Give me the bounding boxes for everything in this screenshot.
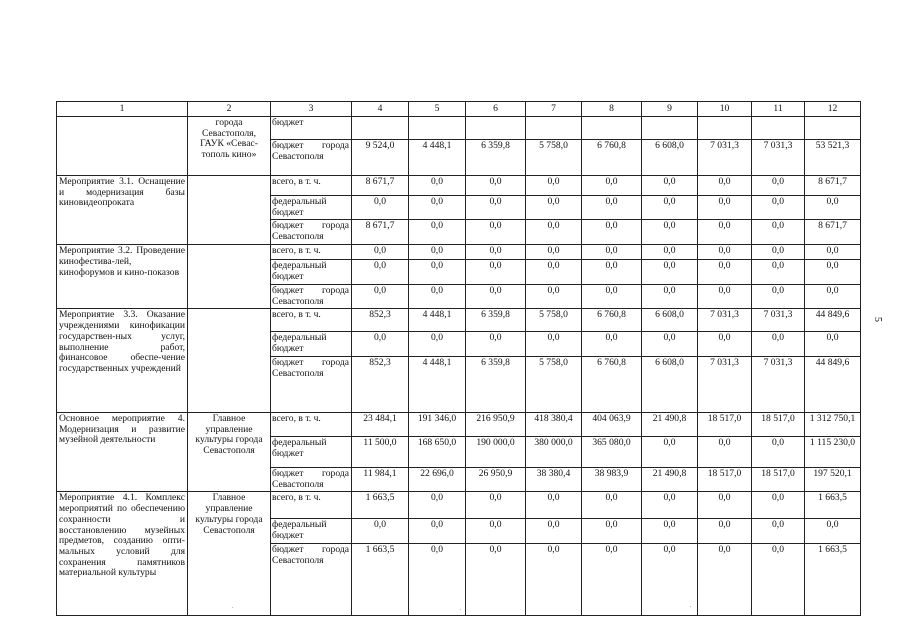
amount-cell: 4 448,1: [409, 309, 466, 332]
column-header: 10: [698, 102, 752, 117]
amount-cell: 0,0: [409, 543, 466, 615]
funding-source-cell: федеральный бюджет: [271, 260, 352, 284]
amount-cell: [409, 117, 466, 140]
amount-cell: 0,0: [526, 519, 582, 543]
amount-cell: 0,0: [582, 332, 642, 356]
amount-cell: 0,0: [698, 245, 752, 260]
amount-cell: 0,0: [805, 284, 861, 308]
amount-cell: 0,0: [752, 260, 805, 284]
amount-cell: 7 031,3: [698, 356, 752, 412]
amount-cell: 0,0: [409, 284, 466, 308]
amount-cell: 22 696,0: [409, 467, 466, 491]
amount-cell: 0,0: [582, 220, 642, 245]
amount-cell: 0,0: [698, 284, 752, 308]
amount-cell: 0,0: [642, 519, 698, 543]
amount-cell: 1 663,5: [352, 492, 409, 519]
amount-cell: 0,0: [352, 332, 409, 356]
amount-cell: 0,0: [752, 332, 805, 356]
amount-cell: 0,0: [752, 220, 805, 245]
amount-cell: 0,0: [582, 284, 642, 308]
amount-cell: 4 448,1: [409, 356, 466, 412]
amount-cell: 0,0: [409, 492, 466, 519]
amount-cell: 44 849,6: [805, 309, 861, 332]
amount-cell: 0,0: [526, 176, 582, 196]
amount-cell: 0,0: [698, 332, 752, 356]
amount-cell: 0,0: [352, 519, 409, 543]
amount-cell: 6 608,0: [642, 140, 698, 176]
amount-cell: 6 760,8: [582, 140, 642, 176]
amount-cell: 0,0: [582, 196, 642, 220]
amount-cell: 0,0: [466, 220, 526, 245]
amount-cell: 0,0: [752, 543, 805, 615]
funding-source-cell: всего, в т. ч.: [271, 309, 352, 332]
column-header: 7: [526, 102, 582, 117]
amount-cell: 197 520,1: [805, 467, 861, 491]
amount-cell: [752, 117, 805, 140]
amount-cell: 0,0: [752, 245, 805, 260]
amount-cell: 191 346,0: [409, 412, 466, 436]
activity-name-cell: Мероприятие 3.1. Оснащение и модернизация базы киновидеопроката: [57, 176, 188, 245]
activity-name-cell: [57, 117, 188, 176]
funding-source-cell: федеральный бюджет: [271, 332, 352, 356]
amount-cell: 1 312 750,1: [805, 412, 861, 436]
column-header: 12: [805, 102, 861, 117]
funding-source-cell: бюджет города Севастополя: [271, 543, 352, 615]
funding-source-cell: федеральный бюджет: [271, 436, 352, 467]
amount-cell: 0,0: [752, 436, 805, 467]
activity-name-cell: Мероприятие 4.1. Комплекс мероприятий по обеспечению сохранности и восстановлению музейных предметов, созданию опти-мальных условий для сохранения памятников материальной культуры: [57, 492, 188, 615]
funding-source-cell: бюджет: [271, 117, 352, 140]
amount-cell: 18 517,0: [698, 467, 752, 491]
amount-cell: 11 500,0: [352, 436, 409, 467]
amount-cell: 0,0: [466, 176, 526, 196]
amount-cell: 0,0: [805, 332, 861, 356]
amount-cell: 0,0: [698, 196, 752, 220]
table-row: [57, 176, 861, 196]
amount-cell: 365 080,0: [582, 436, 642, 467]
amount-cell: 0,0: [466, 284, 526, 308]
amount-cell: 0,0: [409, 220, 466, 245]
column-header: 3: [271, 102, 352, 117]
amount-cell: 0,0: [642, 332, 698, 356]
activity-name-cell: Мероприятие 3.3. Оказание учреждениями кинофикации государствен-ных услуг, выполнение работ, финансовое обеспе-чение государственных учреждений: [57, 309, 188, 412]
column-header: 11: [752, 102, 805, 117]
amount-cell: 0,0: [698, 220, 752, 245]
amount-cell: 0,0: [582, 543, 642, 615]
amount-cell: 404 063,9: [582, 412, 642, 436]
amount-cell: 6 359,8: [466, 356, 526, 412]
funding-source-cell: бюджет города Севастополя: [271, 284, 352, 308]
amount-cell: 1 663,5: [805, 543, 861, 615]
amount-cell: 0,0: [526, 543, 582, 615]
amount-cell: [805, 117, 861, 140]
activity-name-cell: Основное мероприятие 4. Модернизация и развитие музейной деятельности: [57, 412, 188, 491]
executor-cell: Главное управление культуры города Севастополя: [188, 492, 271, 615]
amount-cell: 1 663,5: [352, 543, 409, 615]
amount-cell: 0,0: [752, 176, 805, 196]
amount-cell: 852,3: [352, 356, 409, 412]
amount-cell: 5 758,0: [526, 309, 582, 332]
amount-cell: 0,0: [752, 196, 805, 220]
amount-cell: 0,0: [752, 492, 805, 519]
amount-cell: 8 671,7: [352, 176, 409, 196]
amount-cell: 0,0: [698, 436, 752, 467]
scan-dot: [690, 606, 691, 607]
amount-cell: 0,0: [698, 492, 752, 519]
activity-name-cell: Мероприятие 3.2. Проведение кинофестива-лей, кинофорумов и кино-показов: [57, 245, 188, 309]
funding-source-cell: всего, в т. ч.: [271, 412, 352, 436]
amount-cell: 0,0: [582, 492, 642, 519]
amount-cell: 0,0: [805, 260, 861, 284]
scan-dot: [460, 609, 461, 610]
amount-cell: 0,0: [642, 176, 698, 196]
amount-cell: 0,0: [466, 492, 526, 519]
amount-cell: 0,0: [466, 196, 526, 220]
amount-cell: 0,0: [526, 284, 582, 308]
amount-cell: 0,0: [352, 260, 409, 284]
amount-cell: 6 608,0: [642, 309, 698, 332]
amount-cell: 0,0: [409, 332, 466, 356]
amount-cell: 6 359,8: [466, 140, 526, 176]
amount-cell: 6 760,8: [582, 356, 642, 412]
amount-cell: 26 950,9: [466, 467, 526, 491]
amount-cell: 53 521,3: [805, 140, 861, 176]
amount-cell: 38 380,4: [526, 467, 582, 491]
amount-cell: 6 760,8: [582, 309, 642, 332]
amount-cell: [352, 117, 409, 140]
amount-cell: 0,0: [466, 543, 526, 615]
amount-cell: 0,0: [409, 260, 466, 284]
amount-cell: 0,0: [752, 284, 805, 308]
executor-cell: Главное управление культуры города Севастополя: [188, 412, 271, 491]
amount-cell: 0,0: [526, 260, 582, 284]
amount-cell: 18 517,0: [698, 412, 752, 436]
amount-cell: 8 671,7: [352, 220, 409, 245]
amount-cell: 0,0: [642, 543, 698, 615]
amount-cell: 0,0: [805, 519, 861, 543]
executor-cell: [188, 309, 271, 412]
amount-cell: 7 031,3: [698, 309, 752, 332]
amount-cell: 38 983,9: [582, 467, 642, 491]
budget-table: [56, 101, 861, 616]
executor-cell: [188, 176, 271, 245]
amount-cell: 0,0: [352, 245, 409, 260]
amount-cell: 0,0: [526, 196, 582, 220]
amount-cell: 18 517,0: [752, 412, 805, 436]
amount-cell: 0,0: [526, 245, 582, 260]
amount-cell: 0,0: [582, 176, 642, 196]
funding-source-cell: бюджет города Севастополя: [271, 140, 352, 176]
page-number: 5: [872, 317, 883, 322]
amount-cell: 0,0: [526, 492, 582, 519]
amount-cell: 9 524,0: [352, 140, 409, 176]
amount-cell: 0,0: [526, 332, 582, 356]
amount-cell: 0,0: [409, 196, 466, 220]
executor-cell: [188, 245, 271, 309]
funding-source-cell: всего, в т. ч.: [271, 492, 352, 519]
scan-dot: [232, 607, 233, 608]
column-header: 5: [409, 102, 466, 117]
column-header: 1: [57, 102, 188, 117]
amount-cell: 0,0: [409, 245, 466, 260]
amount-cell: [526, 117, 582, 140]
amount-cell: 6 608,0: [642, 356, 698, 412]
amount-cell: 0,0: [409, 176, 466, 196]
amount-cell: 852,3: [352, 309, 409, 332]
amount-cell: 7 031,3: [752, 140, 805, 176]
table-row: [57, 309, 861, 332]
table-row: [57, 492, 861, 519]
amount-cell: [642, 117, 698, 140]
amount-cell: 23 484,1: [352, 412, 409, 436]
amount-cell: 216 950,9: [466, 412, 526, 436]
funding-source-cell: бюджет города Севастополя: [271, 220, 352, 245]
amount-cell: [582, 117, 642, 140]
amount-cell: 0,0: [698, 519, 752, 543]
amount-cell: 0,0: [466, 260, 526, 284]
amount-cell: 0,0: [466, 332, 526, 356]
funding-source-cell: всего, в т. ч.: [271, 245, 352, 260]
header-row: [57, 102, 861, 117]
amount-cell: 0,0: [752, 519, 805, 543]
executor-cell: города Севастополя, ГАУК «Севас-тополь кино»: [188, 117, 271, 176]
amount-cell: 0,0: [698, 176, 752, 196]
amount-cell: 0,0: [642, 492, 698, 519]
funding-source-cell: бюджет города Севастополя: [271, 356, 352, 412]
amount-cell: 0,0: [642, 245, 698, 260]
amount-cell: 0,0: [409, 519, 466, 543]
amount-cell: 21 490,8: [642, 412, 698, 436]
amount-cell: 11 984,1: [352, 467, 409, 491]
amount-cell: 7 031,3: [698, 140, 752, 176]
amount-cell: 0,0: [582, 260, 642, 284]
amount-cell: 0,0: [642, 284, 698, 308]
column-header: 9: [642, 102, 698, 117]
amount-cell: 0,0: [582, 245, 642, 260]
amount-cell: [698, 117, 752, 140]
amount-cell: 5 758,0: [526, 140, 582, 176]
amount-cell: 0,0: [582, 519, 642, 543]
amount-cell: 0,0: [352, 284, 409, 308]
amount-cell: 0,0: [642, 220, 698, 245]
funding-source-cell: всего, в т. ч.: [271, 176, 352, 196]
amount-cell: 168 650,0: [409, 436, 466, 467]
amount-cell: 1 663,5: [805, 492, 861, 519]
table-row: [57, 412, 861, 436]
amount-cell: 0,0: [642, 436, 698, 467]
amount-cell: 0,0: [698, 543, 752, 615]
funding-source-cell: федеральный бюджет: [271, 196, 352, 220]
amount-cell: 6 359,8: [466, 309, 526, 332]
amount-cell: 0,0: [352, 196, 409, 220]
column-header: 6: [466, 102, 526, 117]
funding-source-cell: федеральный бюджет: [271, 519, 352, 543]
amount-cell: 7 031,3: [752, 356, 805, 412]
column-header: 4: [352, 102, 409, 117]
funding-source-cell: бюджет города Севастополя: [271, 467, 352, 491]
amount-cell: 21 490,8: [642, 467, 698, 491]
amount-cell: 44 849,6: [805, 356, 861, 412]
amount-cell: 5 758,0: [526, 356, 582, 412]
amount-cell: 0,0: [698, 260, 752, 284]
amount-cell: 0,0: [642, 196, 698, 220]
amount-cell: 0,0: [526, 220, 582, 245]
amount-cell: 0,0: [642, 260, 698, 284]
amount-cell: 0,0: [805, 245, 861, 260]
amount-cell: 0,0: [466, 245, 526, 260]
amount-cell: 418 380,4: [526, 412, 582, 436]
amount-cell: 4 448,1: [409, 140, 466, 176]
amount-cell: 7 031,3: [752, 309, 805, 332]
column-header: 8: [582, 102, 642, 117]
amount-cell: 8 671,7: [805, 220, 861, 245]
amount-cell: 0,0: [805, 196, 861, 220]
amount-cell: 190 000,0: [466, 436, 526, 467]
table-row: [57, 245, 861, 260]
amount-cell: 18 517,0: [752, 467, 805, 491]
column-header: 2: [188, 102, 271, 117]
amount-cell: 8 671,7: [805, 176, 861, 196]
table-row: [57, 117, 861, 140]
amount-cell: 380 000,0: [526, 436, 582, 467]
amount-cell: 1 115 230,0: [805, 436, 861, 467]
amount-cell: 0,0: [466, 519, 526, 543]
amount-cell: [466, 117, 526, 140]
